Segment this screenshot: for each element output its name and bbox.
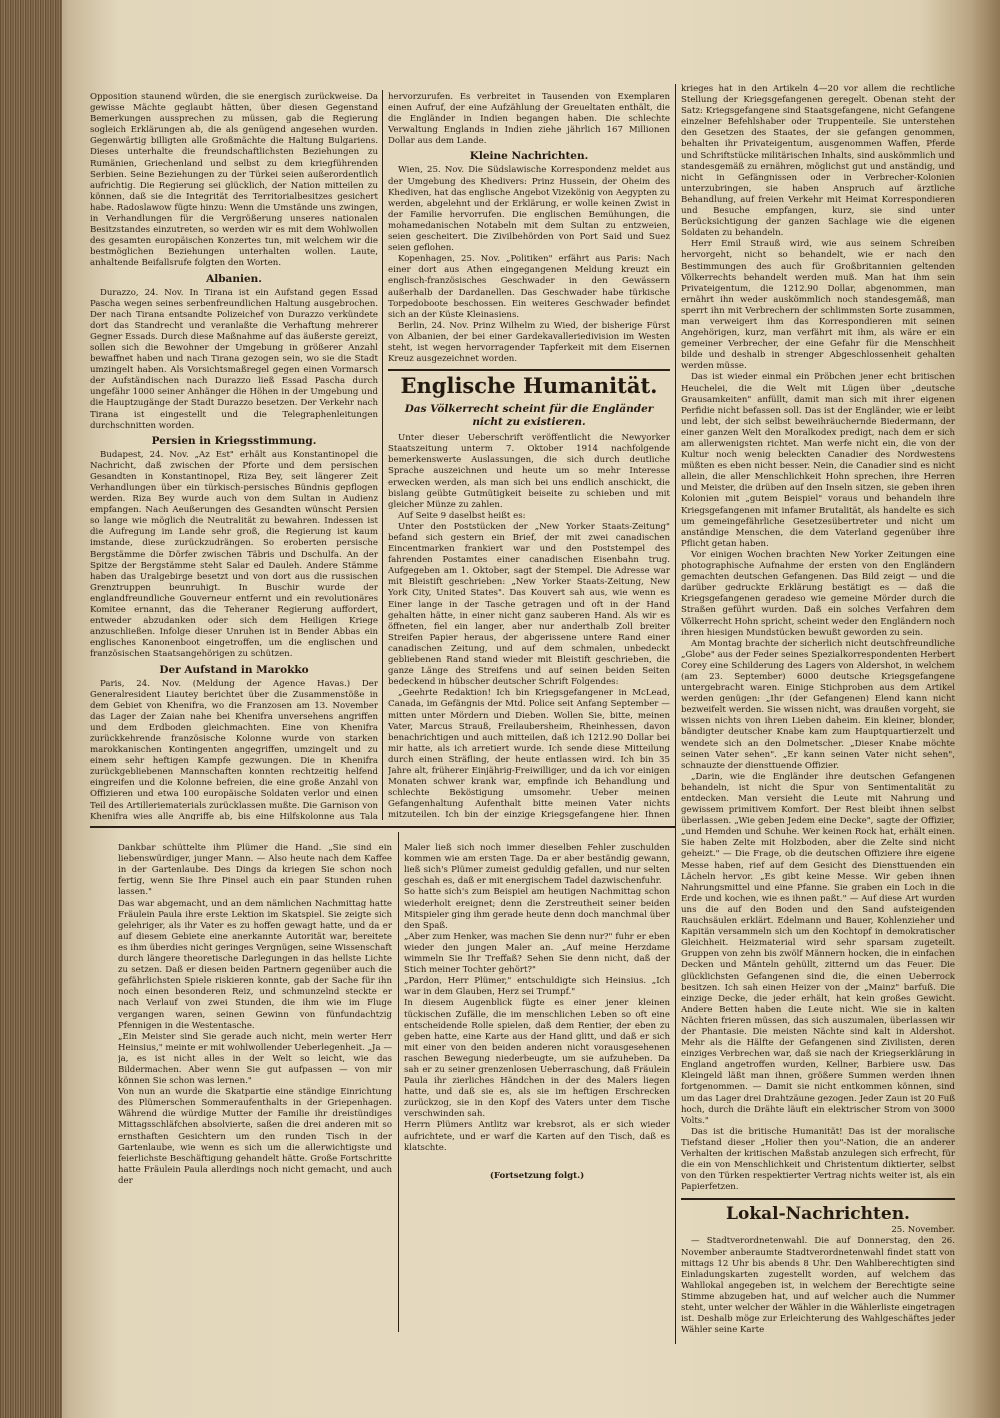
humanitaet-cont-7: Das ist die britische Humanität! Das ist der moralische Tiefstand dieser „Holier then you"-Nation, die an anderer Verhalten der kritischen Maßstab anzulegen sich erfrecht, für die ein von Menschlichkeit und Christentum diktierter, selbst von den Türken respektierter Vertrag nichts weiter ist, als ein Papierfetzen. [681, 1126, 955, 1193]
heading-englische-humanitaet: Englische Humanität. [400, 373, 658, 399]
humanitaet-cont-3: Das ist wieder einmal ein Pröbchen jener echt britischen Heuchelei, die die Welt mit Lügen über „deutsche Grausamkeiten" anfüllt, damit man sich mit ihrer eigenen Perfidie nicht befassen soll. Das ist der Engländer, wie er leibt und lebt, der sich selbst beweihräuchernde Biedermann, der einer ganzen Welt den Moralkodex predigt, nach dem er sich am allerwenigsten richtet. Man werfe nicht ein, die von der Kultur noch wenig beleckten Canadier des Nordwestens müßten es eben nicht besser. Nein, die Canadier sind es nicht allein, die aller Menschlichkeit Hohn sprechen, ihre Herren und Meister, die drüben auf den Inseln sitzen, sie geben ihren Kolonien mit „gutem Beispiel" voraus und behandeln ihre Kriegsgefangenen mit infamer Brutalität, als handelte es sich um gemeingefährliche Gesetzesübertreter und nicht um anständige Menschen, die dem Vaterland gegenüber ihre Pflicht getan haben. [681, 372, 955, 549]
humanitaet-cont-4: Vor einigen Wochen brachten New Yorker Zeitungen eine photographische Aufnahme der ersten von den Engländern gemachten deutschen Gefangenen. Das Bild zeigt — und die darüber gedruckte Erklärung bestätigt es — daß die Kriegsgefangenen geradeso wie gemeine Mörder durch die Straßen geführt wurden. Daß ein solches Verfahren dem Völkerrecht Hohn spricht, scheint weder den Engländern noch ihren hiesigen Mundstücken bewußt geworden zu sein. [681, 549, 955, 638]
lokal-date: 25. November. [891, 1225, 955, 1236]
humanitaet-para-3: Unter den Poststücken der „New Yorker Staats-Zeitung" befand sich gestern ein Brief, der mit zwei canadischen Eincentmarken frankiert war und den Poststempel des fahrenden Postamtes einer canadischen Eisenbahn trug. Aufgegeben am 1. Oktober, sagt der Stempel. Die Adresse war mit Bleistift geschrieben: „New Yorker Staats-Zeitung, New York City, United States". Das Kouvert sah aus, wie wenn es Einer lange in der Tasche getragen und oft in der Hand gehalten hätte, in einer nicht ganz sauberen Hand. Als wir es öffneten, fiel ein langer, aber nur anderthalb Zoll breiter Streifen Papier heraus, der abgerissene untere Rand einer canadischen Zeitung, und auf dem schmalen, unbedeckt gebliebenen Rand stand wieder mit Bleistift geschrieben, die ganze Länge des Streifens und auf seinen beiden Seiten bedeckend in hübscher deutscher Schrift Folgendes: [388, 521, 670, 688]
humanitaet-cont-1: krieges hat in den Artikeln 4—20 vor allem die rechtliche Stellung der Kriegsgefangenen geregelt. Obenan steht der Satz: Kriegsgefangene sind Staatsgefangene, nicht Gefangene einzelner Befehlshaber oder Truppenteile. Sie unterstehen den Gesetzen des Staates, der sie gefangen genommen, behalten ihr Privateigentum, ausgenommen Waffen, Pferde und Schriftstücke militärischen Inhalts, sind auskömmlich und standesgemäß zu ernähren, möglichst gut und anständig, und nicht in Gefängnissen oder in Verbrecher-Kolonien unterzubringen, sie haben Anspruch auf ärztliche Behandlung, auf freien Verkehr mit Heimat Korrespondieren und Besuche empfangen, kurz, sie sind unter Berücksichtigung der ganzen Sachlage wie die eigenen Soldaten zu behandeln. [681, 84, 955, 239]
subheading-voelkerrecht: Das Völkerrecht scheint für die Engländer nicht zu existieren. [404, 403, 654, 429]
news-kopenhagen: Kopenhagen, 25. Nov. „Politiken" erfährt aus Paris: Nach einer dort aus Athen eingegangenen Meldung kreuzt ein englisch-französisches Geschwader in den Gewässern außerhalb der Dardanellen. Das Geschwader habe türkische Torpedoboote beschossen. Ein weiteres Geschwader befindet sich an der Küste Kleinasiens. [388, 254, 670, 320]
article-marokko: Paris, 24. Nov. (Meldung der Agence Havas.) Der Generalresident Liautey berichtet über die Zusammenstöße in dem Gebiet von Khenifra, wo die Franzosen am 13. November das Lager der Zaian nahe bei Khenifra unversehens angriffen und dem Erdboden gleichmachten. Eine von Khenifra zurückkehrende französische Kolonne wurde von starken marokkanischen Kontingenten angegriffen, umzingelt und zu einem sehr heftigen Kampfe gezwungen. Die in Khenifra zurückgebliebenen Mannschaften konnten rechtzeitig helfend eingreifen und die Kolonne befreien, die eine große Anzahl von Offizieren und etwa 100 europäische Soldaten verlor und einen Teil des Artilleriematerials zurücklassen mußte. Die Garnison von Khenifra wies alle Angriffe ab, bis eine Hilfskolonne aus Tala [90, 678, 378, 820]
book-binding [0, 0, 62, 1418]
heading-kleine-nachrichten: Kleine Nachrichten. [469, 150, 589, 163]
humanitaet-cont-6: „Darin, wie die Engländer ihre deutschen Gefangenen behandeln, ist nicht die Spur von Sentimentalität zu entdecken. Man versieht die Leute mit Nahrung und gewissem primitivem Komfort. Der Rest bleibt ihnen selbst überlassen. „Wie geben Jedem eine Decke", sagte der Offizier, „und Hemden und Schuhe. Wer keinen Rock hat, erhält einen. Sie haben Zelte mit Holzboden, aber die Zelte sind nicht geheizt." — Die Frage, ob die deutschen Offiziere ihre eigene Messe haben, rief auf dem Gesicht des Diensttuenden ein Lächeln hervor. „Es gibt keine Messe. Wir geben ihnen Nahrungsmittel und eine Pfanne. Sie graben ein Loch in die Erde und kochen, wie es ihnen paßt." — Auf diese Art wurden uns die auf den Boden und den Sand aufsteigenden Rauchsäulen erklärt. Edelmann und Bauer, Kohlenzieher und Kapitän versammeln sich um den Kochtopf in demokratischer Gleichheit. Heizmaterial wird sehr sparsam zugeteilt. Gruppen von zehn bis zwölf Männern hocken, die in einfachen Decken und Mänteln gehüllt, zitternd um das Feuer. Die glücklichsten Gefangenen sind die, die einen Ueberrock besitzen. Ich sah einen Heizer von der „Mainz" barfuß. Die einzige Decke, die jeder erhält, hat kein großes Gewicht. Andere Betten haben die Leute nicht. Wie sie in kalten Nächten frieren müssen, das sich auszumalen, überlassen wir der Phantasie. Die meisten Nächte sind kalt in Aldershot. Mehr als die Hälfte der Gefangenen sind Zivilisten, deren einziges Verbrechen war, daß sie nach der Kriegserklärung in England angetroffen wurden, Kellner, Barbiere usw. Das Kleingeld läßt man ihnen, größere Summen werden ihnen fortgenommen. — Damit sie nicht entkommen können, sind um das Lager drei Drahtzäune gezogen. Jeder Zaun ist 20 Fuß hoch, durch die Drähte läuft ein elektrischer Strom von 3000 Volts." [681, 771, 955, 1126]
heading-marokko: Der Aufstand in Marokko [159, 663, 309, 676]
lokal-rule [681, 1198, 955, 1200]
heading-lokal-nachrichten: Lokal-Nachrichten. [726, 1204, 910, 1225]
humanitaet-para-2: Auf Seite 9 daselbst heißt es: [398, 510, 526, 521]
feuilleton-text-a: Dankbar schüttelte ihm Plümer die Hand. „Sie sind ein liebenswürdiger, junger Mann. — Also heute nach dem Kaffee in der Gartenlaube. Des Dings da kriegen Sie schon noch fertig, wenn Sie Ihre Pinsel auch ein paar Stunden ruhen lassen." Das war abgemacht, und an dem nämlichen Nachmittag hatte Fräulein Paula ihre erste Lektion im Skatspiel. Sie zeigte sich gelehriger, als ihr Vater es zu hoffen gewagt hatte, und da er auf diesem Gebiete eine anerkannte Autorität war, bereitete es ihm überdies nicht geringes Vergnügen, seine Wissenschaft durch längere theoretische Darlegungen in das hellste Lichte zu setzen. Daß er diesen beiden Partnern gegenüber auch die gefährlichsten Spiele riskieren konnte, gab der Sache für ihn noch einen besonderen Reiz, und schmunzelnd steckte er nach Verlauf von zwei Stunden, die ihm wie im Fluge vergangen waren, seinen Gewinn von fünfundachtzig Pfennigen in die Westentasche. „Ein Meister sind Sie gerade auch nicht, mein werter Herr Heinsius," meinte er mit wohlwollender Ueberlegenheit. „Ja — ja, es ist nicht alles in der Welt so leicht, wie das Bildermachen. Aber wenn Sie gut aufpassen — von mir können Sie schon was lernen." Von nun an wurde die Skatpartie eine ständige Einrichtung des Plümerschen Sommeraufenthalts in der Griepenhagen. Während die würdige Mutter der Familie ihr dreistündiges Mittagsschläfchen absolvierte, saßen die drei anderen mit so ernsthaften Gesichtern um den runden Tisch in der Gartenlaube, wie wenn es sich um die allerwichtigste und feierlichste Beschäftigung gehandelt hätte. Große Fortschritte hatte Fräulein Paula allerdings noch nicht gemacht, und auch der [118, 843, 392, 1186]
feuilleton-column-a [118, 832, 392, 1332]
news-wien: Wien, 25. Nov. Die Südslawische Korrespondenz meldet aus der Umgebung des Khedivers: Prinz Hussein, der Oheim des Khediven, hat das englische Angebot Vizekönig von Aegypten zu werden, abgelehnt und der Erklärung, er wolle keinen Zwist in der Familie hervorrufen. Die englischen Bemühungen, die mohamedanischen Notabeln mit dem Sultan zu entzweien, seien gescheitert. Die Zivilbehörden von Port Said und Suez seien geflohen. [388, 165, 670, 254]
feuilleton-column-b [404, 832, 670, 1332]
feuilleton-divider [398, 832, 399, 1332]
humanitaet-para-1: Unter dieser Ueberschrift veröffentlicht die Newyorker Staatszeitung unterm 7. Oktober 1914 nachfolgende bemerkenswerte Auslassungen, die sich durch deutliche Sprache auszeichnen und heute um so mehr Interesse erwecken werden, als man sich bei uns endlich anschickt, die bislang geübte Gutmütigkeit beiseite zu schieben und mit gleicher Münze zu zahlen. [388, 433, 670, 510]
column-divider-2 [675, 84, 676, 1344]
section-rule [388, 369, 670, 371]
heading-persien: Persien in Kriegsstimmung. [151, 434, 317, 447]
col2-intro: hervorzurufen. Es verbreitet in Tausenden von Exemplaren einen Aufruf, der eine Aufzählung der Greueltaten enthält, die die Engländer in Indien begangen haben. Die schlechte Verwaltung Englands in Indien ziehe jährlich 167 Millionen Dollar aus dem Lande. [388, 92, 670, 147]
fortsetzung-folgt: (Fortsetzung folgt.) [489, 1170, 585, 1181]
lokal-wahl: — Stadtverordnetenwahl. Die auf Donnerstag, den 26. November anberaumte Stadtverordnetenwahl findet statt von mittags 12 Uhr bis abends 8 Uhr. Den Wahlberechtigten sind Einladungskarten zugestellt worden, auf welchem das Wahllokal angegeben ist, in welchem der Berechtigte seine Stimme abzugeben hat, und auf welcher auch die Nummer steht, unter welcher der Wähler in die Wählerliste eingetragen ist. Deshalb möge zur Erleichterung des Wahlgeschäftes jeder Wähler seine Karte [681, 1236, 955, 1336]
heading-albanien: Albanien. [206, 272, 262, 285]
column-3 [681, 84, 955, 1344]
column-divider-1 [382, 90, 383, 820]
article-persien: Budapest, 24. Nov. „Az Est" erhält aus Konstantinopel die Nachricht, daß zwischen der Pforte und dem persischen Gesandten in Konstantinopel, Riza Bey, seit längerer Zeit Verhandlungen über ein türkisch-persisches Bündnis gepflogen werden. Riza Bey wurde auch von dem Sultan in Audienz empfangen. Nach Aeußerungen des Gesandten wünscht Persien so lange wie möglich die Neutralität zu bewahren. Indessen ist die Aufregung im Lande sehr groß, die Regierung ist kaum imstande, diese zurückzudrängen. So eroberten persische Bergstämme die Dörfer zwischen Täbris und Dschulfa. An der Spitze der Bergstämme steht Salar ed Dauleh. Andere Stämme haben das Uralgebirge besetzt und von dort aus die russischen Grenztruppen beunruhigt. In Buschir wurde der englandfreundliche Gouverneur entfernt und ein revolutionäres Komitee ernannt, das die Teheraner Regierung auffordert, entweder abzudanken oder sich dem Heiligen Kriege anzuschließen. Infolge dieser Unruhen ist in Bender Abbas ein englisches Kanonenboot eingetroffen, um die englischen und französischen Staatsangehörigen zu schützen. [90, 449, 378, 660]
news-berlin: Berlin, 24. Nov. Prinz Wilhelm zu Wied, der bisherige Fürst von Albanien, der bei einer Gardekavalleriedivision im Westen steht, ist wegen hervorragender Tapferkeit mit dem Eisernen Kreuz ausgezeichnet worden. [388, 320, 670, 365]
feuilleton-text-b: Maler ließ sich noch immer dieselben Fehler zuschulden kommen wie am ersten Tage. Da er aber beständig gewann, ließ sich's Plümer zumeist geduldig gefallen, und nur selten geschah es, daß er mit energischem Tadel dazwischenfuhr. So hatte sich's zum Beispiel am heutigen Nachmittag schon wiederholt ereignet; denn die Zerstreutheit seiner beiden Mitspieler ging ihm gerade heute denn doch manchmal über den Spaß. „Aber zum Henker, was machen Sie denn nur?" fuhr er eben wieder den jungen Maler an. „Auf meine Herzdame wimmeln Sie Ihr Treffaß? Sehen Sie denn nicht, daß der Stich meiner Tochter gehört?" „Pardon, Herr Plümer," entschuldigte sich Heinsius. „Ich war in dem Glauben, Herz sei Trumpf." In diesem Augenblick fügte es einer jener kleinen tückischen Zufälle, die im menschlichen Leben so oft eine entscheidende Rolle spielen, daß dem Rentier, der eben zu geben hatte, eine Karte aus der Hand glitt, und daß er sich mit einer von den beiden anderen nicht vorausgesehenen raschen Bewegung niederbeugte, um sie aufzuheben. Da sah er zu seiner grenzenlosen Ueberraschung, daß Fräulein Paula ihr zierliches Händchen in der des Malers liegen hatte, und daß sie es, als sie im heftigen Erschrecken zurückzog, sie in den Kopf des Vaters unter dem Tische verschwinden sah. Herrn Plümers Antlitz war krebsrot, als er sich wieder aufrichtete, und er warf die Karten auf den Tisch, daß es klatschte. [404, 843, 670, 1153]
humanitaet-cont-2: Herr Emil Strauß wird, wie aus seinem Schreiben hervorgeht, nicht so behandelt, wie er nach den Bestimmungen des auch für Großbritannien geltenden Völkerrechts behandelt werden muß. Man hat ihm sein Privateigentum, die 1212.90 Dollar, abgenommen, man ernährt ihn weder auskömmlich noch standesgemäß, man sperrt ihn mit Verbrechern der schlimmsten Sorte zusammen, man verweigert ihm das Korrespondieren mit seinen Angehörigen, kurz, man verfährt mit ihm, als wäre er ein gemeiner Verbrecher, der eine Gefahr für die Menschheit bilde und deshalb in strenger Abgeschlossenheit gehalten werden müsse. [681, 239, 955, 372]
col1-intro: Opposition staunend würden, die sie energisch zurückweise. Da gewisse Mächte geglaubt hätten, über diesen Gegenstand Bemerkungen aussprechen zu müssen, gab die Regierung sogleich Erklärungen ab, die als genügend angesehen wurden. Gegenwärtig billigten alle Großmächte die Haltung Bulgariens. Dieses unterhalte die freundschaftlichsten Beziehungen zu Rumänien, Griechenland und selbst zu dem kriegführenden Serbien. Seine Beziehungen zu der Türkei seien außerordentlich aufrichtig. Die Regierung sei glücklich, der Nation mitteilen zu können, daß sie die Integrität des Territorialbesitzes gesichert habe. Radoslawow fügte hinzu: Wenn die Umstände uns zwingen, in Verhandlungen für die Vergrößerung unseres nationalen Besitzstandes einzutreten, so werden wir es mit dem Wohlwollen des gesamten europäischen Konzertes tun, mit welchem wir die bestmöglichen Beziehungen unterhalten wollen. Laute, anhaltende Beifallsrufe folgten den Worten. [90, 92, 378, 269]
feuilleton-rule [90, 826, 675, 828]
humanitaet-cont-5: Am Montag brachte der sicherlich nicht deutschfreundliche „Globe" aus der Feder seines Spezialkorrespondenten Herbert Corey eine Schilderung des Lagers von Aldershot, in welchem (am 23. September) 6000 deutsche Kriegsgefangene untergebracht waren. Einige Stichproben aus dem Artikel werden genügen: „Ihr (der Gefangenen) Elend kann nicht bezweifelt werden. Sie wissen nicht, was draußen vorgeht, sie wissen nichts von ihren Lieben daheim. Ein kleiner, blonder, bändigter deutscher Knabe kam zum Hauptquartierzelt und wendete sich an den Dolmetscher. „Dieser Knabe möchte seinen Vater sehen". „Er kann seinen Vater nicht sehen", schnauzte der diensttuende Offizier. [681, 638, 955, 771]
column-2 [388, 92, 670, 820]
letter-strauss: „Geehrte Redaktion! Ich bin Kriegsgefangener in McLead, Canada, im Gefängnis der Mtd. Police seit Anfang September — mitten unter Mördern und Dieben. Wollen Sie, bitte, meinen Vater, Marcus Strauß, Freilaubersheim, Rheinhessen, davon benachrichtigen und auch mitteilen, daß ich 1212.90 Dollar bei mir hatte, als ich arretiert wurde. Ich sende diese Mitteilung durch einen Sträfling, der heute entlassen wird. Ich bin 35 Jahre alt, früherer Einjährig-Freiwilliger, und da ich vor einigen Monaten schwer krank war, empfinde ich Behandlung und schlechte Beköstigung umsomehr. Ueber meinen Gefangenhaltung Aufenthalt bitte meinen Vater nichts mitzuteilen. Ich bin der einzige Kriegsgefangene hier. Ihnen [388, 688, 670, 820]
article-albanien: Durazzo, 24. Nov. In Tirana ist ein Aufstand gegen Essad Pascha wegen seines serbenfreundlichen Haltung ausgebrochen. Der nach Tirana entsandte Polizeichef von Durazzo verkündete dort das Standrecht und veranlaßte die Verhaftung mehrerer Gegner Essads. Durch diese Maßnahme auf das äußerste gereizt, sollen sich die Bewohner der Umgebung in größerer Anzahl bewaffnet haben und nach Tirana gezogen sein, wo sie die Stadt umzingelt haben. Als Vorsichtsmaßregel gegen einen Vormarsch der Aufständischen nach Durazzo ließ Essad Pascha durch ungefähr 1000 seiner Anhänger die Höhen in der Umgebung und die Hauptzugänge der Stadt Durazzo besetzen. Der Verkehr nach Tirana ist eingestellt und die Telegraphenleitungen durchschnitten worden. [90, 287, 378, 431]
column-1 [90, 92, 378, 820]
